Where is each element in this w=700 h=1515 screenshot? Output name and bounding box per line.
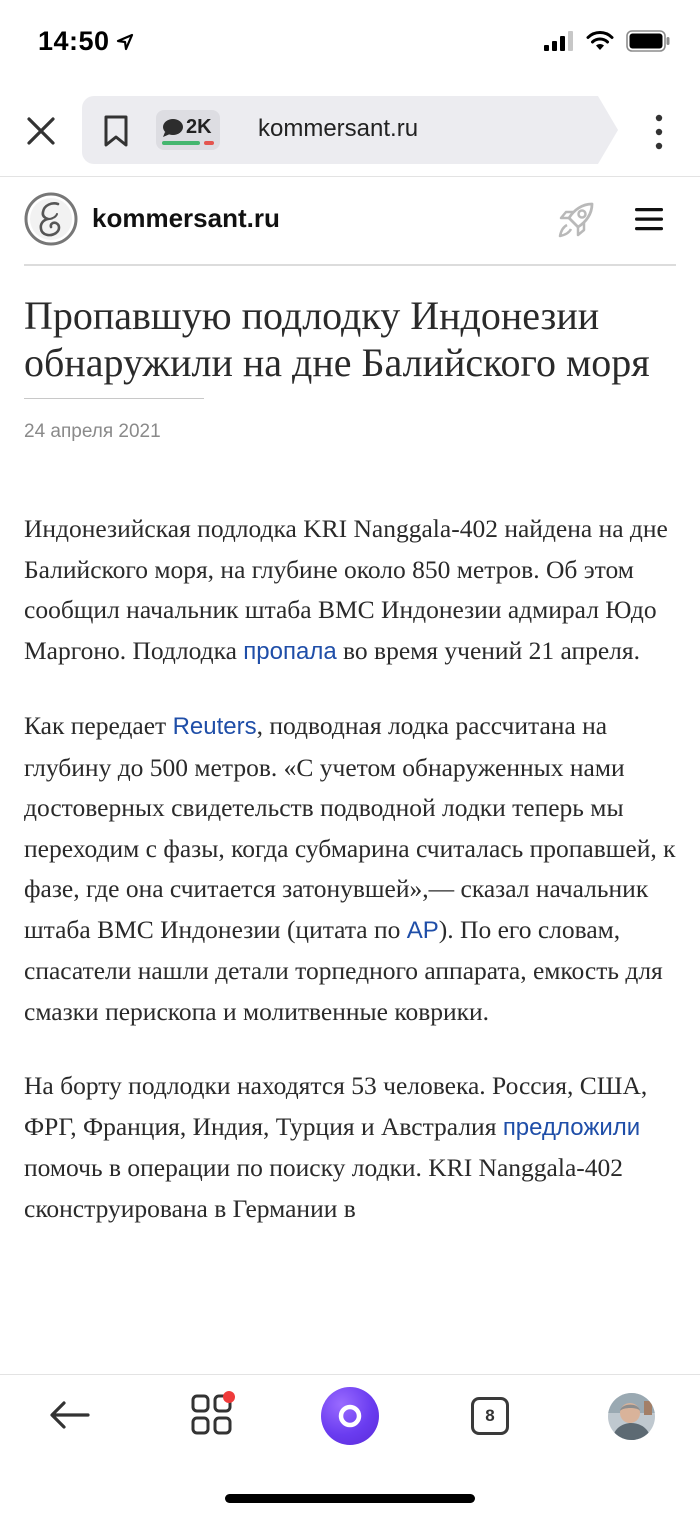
site-logo[interactable] bbox=[24, 192, 78, 246]
toolbar-divider bbox=[0, 176, 700, 177]
cellular-signal-icon bbox=[544, 31, 574, 51]
paragraph-text: Индонезийская подлодка KRI Nanggala-402 найдена на дне Балийского моря, на глубине около 850 метров. Об этом сообщил начальник штаба ВМС Индонезии адмирал Юдо Маргоно. Подлодка bbox=[24, 514, 668, 665]
link-predlozhili[interactable]: предложили bbox=[502, 1113, 641, 1141]
article-title: Пропавшую подлодку Индонезии обнаружили на дне Балийского моря bbox=[24, 293, 650, 385]
comment-bubble-icon bbox=[162, 118, 184, 138]
article-date: 24 апреля 2021 bbox=[24, 421, 161, 442]
comments-negative-bar bbox=[204, 141, 214, 145]
paragraph-text: ). По его словам, спасатели нашли детали торпедного аппарата, емкость для смазки перископа и молитвенные коврики. bbox=[24, 914, 663, 1026]
paragraph-text: На борту подлодки находятся 53 человека. Россия, США, ФРГ, Франция, Индия, Турция и Австралия bbox=[24, 1071, 648, 1141]
alice-assistant-button[interactable] bbox=[321, 1387, 379, 1445]
article-paragraph bbox=[24, 706, 676, 1032]
status-time: 14:50 bbox=[38, 26, 110, 56]
kommersant-logo-icon bbox=[24, 192, 78, 246]
alice-assistant-icon bbox=[335, 1401, 365, 1431]
tabs-counter-button[interactable] bbox=[471, 1397, 509, 1435]
bookmark-icon bbox=[100, 114, 132, 148]
close-icon bbox=[26, 116, 56, 146]
link-propala[interactable]: пропала bbox=[243, 637, 337, 665]
hamburger-menu-icon bbox=[634, 206, 664, 232]
article-body bbox=[24, 509, 676, 1229]
article-paragraph bbox=[24, 509, 676, 672]
status-indicators bbox=[544, 30, 670, 52]
site-menu-button[interactable] bbox=[634, 206, 664, 232]
wifi-icon bbox=[586, 31, 614, 51]
arrow-left-icon bbox=[48, 1397, 92, 1433]
battery-icon bbox=[626, 30, 670, 52]
paragraph-text: , подводная лодка рассчитана на глубину до 500 метров. «С учетом обнаруженных нами достоверных свидетельств подводной лодки теперь мы переходим с фазы, когда субмарина считалась пропавшей, к фазе, где она считается затонувшей»,— сказал начальник штаба ВМС Индонезии (цитата по bbox=[24, 711, 676, 944]
back-button[interactable] bbox=[48, 1397, 92, 1433]
services-button[interactable] bbox=[190, 1393, 234, 1437]
site-name[interactable]: kommersant.ru bbox=[92, 203, 280, 233]
status-bar bbox=[0, 0, 700, 86]
location-arrow-icon bbox=[116, 33, 134, 51]
address-bar[interactable] bbox=[82, 96, 618, 164]
close-button[interactable] bbox=[22, 112, 60, 150]
rocket-icon bbox=[554, 198, 598, 242]
link-ap[interactable]: AP bbox=[406, 916, 439, 944]
browser-menu-button[interactable] bbox=[644, 112, 674, 152]
link-reuters[interactable]: Reuters bbox=[172, 713, 257, 740]
site-header bbox=[24, 190, 676, 264]
browser-toolbar bbox=[0, 86, 700, 176]
more-vertical-icon bbox=[644, 112, 674, 152]
paragraph-text: помочь в операции по поиску лодки. KRI Nanggala-402 сконструирована в Германии в bbox=[24, 1153, 624, 1223]
article-paragraph bbox=[24, 1066, 676, 1229]
article bbox=[24, 292, 676, 1263]
header-divider bbox=[24, 264, 676, 266]
paragraph-text: во время учений 21 апреля. bbox=[336, 635, 640, 665]
tabs-count: 8 bbox=[485, 1406, 495, 1425]
rocket-button[interactable] bbox=[554, 198, 598, 242]
title-underline bbox=[24, 398, 204, 399]
comments-badge[interactable] bbox=[156, 110, 220, 150]
user-avatar[interactable] bbox=[608, 1393, 655, 1440]
paragraph-text: Как передает bbox=[24, 711, 173, 740]
status-time-group bbox=[38, 26, 134, 57]
home-indicator bbox=[225, 1494, 475, 1503]
comments-positive-bar bbox=[162, 141, 200, 145]
user-avatar-image bbox=[608, 1393, 655, 1440]
comments-count: 2K bbox=[186, 116, 212, 138]
notification-dot bbox=[223, 1391, 235, 1403]
url-text: kommersant.ru bbox=[258, 115, 419, 142]
bookmark-button[interactable] bbox=[100, 114, 132, 148]
